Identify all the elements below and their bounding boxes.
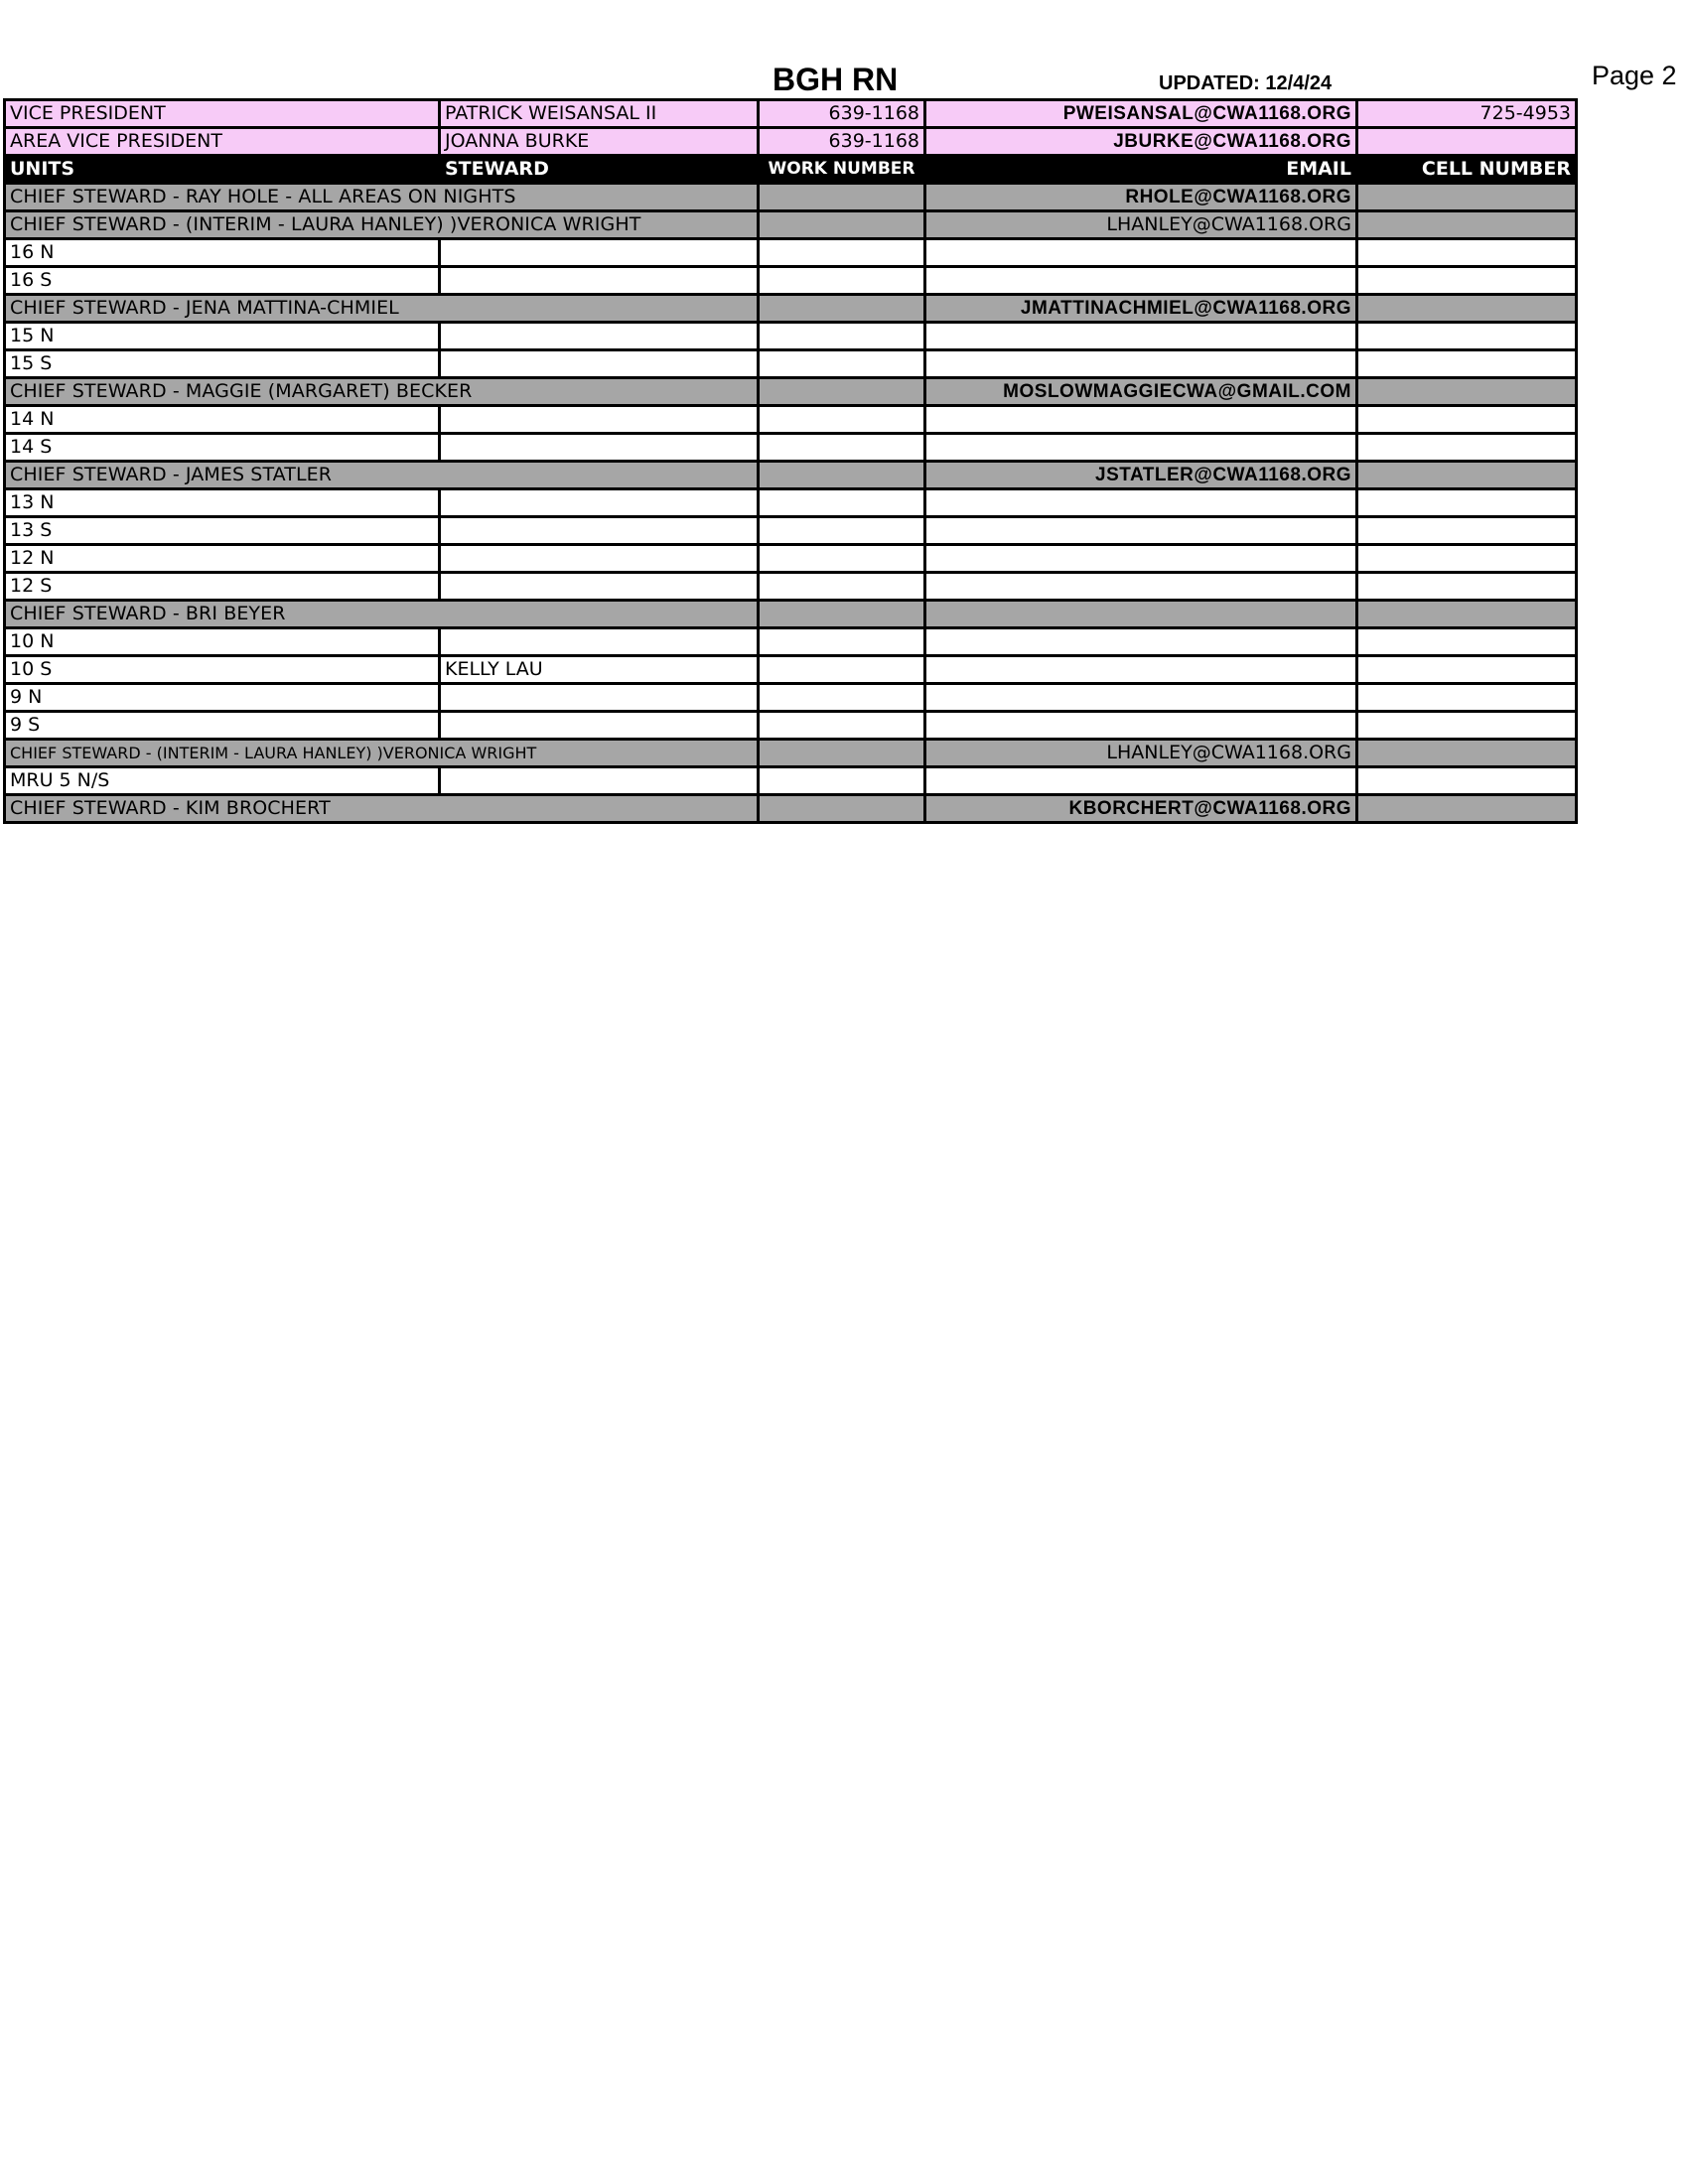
- chief-steward-row: [5, 211, 1577, 239]
- unit-row: [5, 656, 1577, 684]
- unit-work-number: [759, 434, 925, 462]
- chief-steward-label: CHIEF STEWARD - JENA MATTINA-CHMIEL: [5, 295, 759, 323]
- chief-email: LHANLEY@CWA1168.ORG: [925, 211, 1357, 239]
- column-header-email: EMAIL: [925, 156, 1357, 184]
- unit-label: 12 N: [5, 545, 440, 573]
- officer-email: PWEISANSAL@CWA1168.ORG: [925, 100, 1357, 128]
- chief-email: LHANLEY@CWA1168.ORG: [925, 740, 1357, 767]
- unit-cell-number: [1357, 323, 1577, 350]
- unit-steward: [440, 767, 759, 795]
- unit-email: [925, 489, 1357, 517]
- unit-row: [5, 350, 1577, 378]
- unit-cell-number: [1357, 517, 1577, 545]
- chief-steward-label: CHIEF STEWARD - (INTERIM - LAURA HANLEY) )VERONICA WRIGHT: [5, 211, 759, 239]
- chief-steward-row: [5, 462, 1577, 489]
- column-header-units: UNITS: [5, 156, 440, 184]
- unit-work-number: [759, 323, 925, 350]
- unit-steward: [440, 684, 759, 712]
- unit-steward: [440, 434, 759, 462]
- officer-cell-number: [1357, 128, 1577, 156]
- chief-work-number: [759, 601, 925, 628]
- unit-row: [5, 767, 1577, 795]
- chief-cell-number: [1357, 462, 1577, 489]
- unit-email: [925, 434, 1357, 462]
- unit-row: [5, 712, 1577, 740]
- unit-steward: [440, 406, 759, 434]
- unit-row: [5, 684, 1577, 712]
- unit-work-number: [759, 656, 925, 684]
- chief-email: JMATTINACHMIEL@CWA1168.ORG: [925, 295, 1357, 323]
- unit-label: 16 S: [5, 267, 440, 295]
- chief-email: MOSLOWMAGGIECWA@GMAIL.COM: [925, 378, 1357, 406]
- unit-cell-number: [1357, 434, 1577, 462]
- unit-cell-number: [1357, 656, 1577, 684]
- chief-steward-row: [5, 378, 1577, 406]
- column-header-cell-number: CELL NUMBER: [1357, 156, 1577, 184]
- unit-label: 9 S: [5, 712, 440, 740]
- unit-email: [925, 628, 1357, 656]
- unit-row: [5, 489, 1577, 517]
- chief-work-number: [759, 740, 925, 767]
- unit-email: [925, 517, 1357, 545]
- unit-row: [5, 517, 1577, 545]
- unit-row: [5, 628, 1577, 656]
- steward-roster-table: [3, 98, 1578, 824]
- chief-steward-label: CHIEF STEWARD - KIM BROCHERT: [5, 795, 759, 823]
- unit-work-number: [759, 712, 925, 740]
- unit-steward: [440, 489, 759, 517]
- chief-steward-row: [5, 601, 1577, 628]
- officer-title: VICE PRESIDENT: [5, 100, 440, 128]
- chief-cell-number: [1357, 795, 1577, 823]
- unit-label: 15 N: [5, 323, 440, 350]
- unit-work-number: [759, 767, 925, 795]
- officer-name: JOANNA BURKE: [440, 128, 759, 156]
- unit-cell-number: [1357, 406, 1577, 434]
- updated-date: UPDATED: 12/4/24: [1159, 72, 1333, 94]
- chief-cell-number: [1357, 211, 1577, 239]
- unit-label: 12 S: [5, 573, 440, 601]
- unit-row: [5, 434, 1577, 462]
- chief-work-number: [759, 184, 925, 211]
- unit-label: 10 N: [5, 628, 440, 656]
- unit-email: [925, 239, 1357, 267]
- page-number: Page 2: [1592, 61, 1677, 90]
- unit-label: 13 N: [5, 489, 440, 517]
- unit-email: [925, 323, 1357, 350]
- chief-steward-label: CHIEF STEWARD - (INTERIM - LAURA HANLEY) )VERONICA WRIGHT: [5, 740, 759, 767]
- officer-title: AREA VICE PRESIDENT: [5, 128, 440, 156]
- chief-work-number: [759, 462, 925, 489]
- chief-steward-row: [5, 184, 1577, 211]
- unit-steward: [440, 628, 759, 656]
- officer-cell-number: 725-4953: [1357, 100, 1577, 128]
- chief-work-number: [759, 378, 925, 406]
- unit-cell-number: [1357, 628, 1577, 656]
- unit-work-number: [759, 489, 925, 517]
- unit-work-number: [759, 267, 925, 295]
- unit-email: [925, 684, 1357, 712]
- unit-label: 14 N: [5, 406, 440, 434]
- chief-cell-number: [1357, 184, 1577, 211]
- chief-cell-number: [1357, 740, 1577, 767]
- officer-work-number: 639-1168: [759, 128, 925, 156]
- unit-cell-number: [1357, 767, 1577, 795]
- unit-row: [5, 545, 1577, 573]
- unit-steward: [440, 323, 759, 350]
- column-header-steward: STEWARD: [440, 156, 759, 184]
- unit-work-number: [759, 406, 925, 434]
- unit-steward: [440, 239, 759, 267]
- chief-email: JSTATLER@CWA1168.ORG: [925, 462, 1357, 489]
- officer-row: [5, 128, 1577, 156]
- column-header-work-number: WORK NUMBER: [759, 156, 925, 184]
- unit-cell-number: [1357, 573, 1577, 601]
- chief-cell-number: [1357, 601, 1577, 628]
- chief-work-number: [759, 295, 925, 323]
- unit-work-number: [759, 545, 925, 573]
- unit-label: 14 S: [5, 434, 440, 462]
- unit-label: 13 S: [5, 517, 440, 545]
- chief-work-number: [759, 211, 925, 239]
- unit-row: [5, 323, 1577, 350]
- unit-email: [925, 712, 1357, 740]
- unit-work-number: [759, 517, 925, 545]
- chief-email: [925, 601, 1357, 628]
- chief-email: KBORCHERT@CWA1168.ORG: [925, 795, 1357, 823]
- unit-cell-number: [1357, 267, 1577, 295]
- unit-email: [925, 767, 1357, 795]
- officer-name: PATRICK WEISANSAL II: [440, 100, 759, 128]
- unit-cell-number: [1357, 239, 1577, 267]
- unit-row: [5, 573, 1577, 601]
- officer-email: JBURKE@CWA1168.ORG: [925, 128, 1357, 156]
- unit-steward: [440, 350, 759, 378]
- chief-email: RHOLE@CWA1168.ORG: [925, 184, 1357, 211]
- chief-steward-row: [5, 295, 1577, 323]
- unit-row: [5, 239, 1577, 267]
- unit-cell-number: [1357, 350, 1577, 378]
- unit-label: 15 S: [5, 350, 440, 378]
- chief-steward-label: CHIEF STEWARD - JAMES STATLER: [5, 462, 759, 489]
- unit-work-number: [759, 239, 925, 267]
- unit-steward: KELLY LAU: [440, 656, 759, 684]
- column-header-row: [5, 156, 1577, 184]
- unit-steward: [440, 267, 759, 295]
- officer-row: [5, 100, 1577, 128]
- unit-label: 10 S: [5, 656, 440, 684]
- chief-cell-number: [1357, 295, 1577, 323]
- unit-steward: [440, 573, 759, 601]
- unit-cell-number: [1357, 489, 1577, 517]
- unit-cell-number: [1357, 712, 1577, 740]
- unit-row: [5, 267, 1577, 295]
- unit-steward: [440, 517, 759, 545]
- unit-label: 16 N: [5, 239, 440, 267]
- unit-email: [925, 267, 1357, 295]
- unit-row: [5, 406, 1577, 434]
- officer-work-number: 639-1168: [759, 100, 925, 128]
- chief-steward-label: CHIEF STEWARD - BRI BEYER: [5, 601, 759, 628]
- unit-steward: [440, 712, 759, 740]
- chief-steward-label: CHIEF STEWARD - MAGGIE (MARGARET) BECKER: [5, 378, 759, 406]
- chief-steward-row: [5, 795, 1577, 823]
- unit-steward: [440, 545, 759, 573]
- page-title: BGH RN: [773, 62, 899, 97]
- unit-email: [925, 656, 1357, 684]
- unit-email: [925, 406, 1357, 434]
- unit-label: 9 N: [5, 684, 440, 712]
- unit-email: [925, 545, 1357, 573]
- chief-work-number: [759, 795, 925, 823]
- unit-email: [925, 573, 1357, 601]
- unit-email: [925, 350, 1357, 378]
- unit-cell-number: [1357, 545, 1577, 573]
- unit-label: MRU 5 N/S: [5, 767, 440, 795]
- unit-work-number: [759, 350, 925, 378]
- unit-work-number: [759, 628, 925, 656]
- unit-work-number: [759, 684, 925, 712]
- chief-steward-row: [5, 740, 1577, 767]
- chief-cell-number: [1357, 378, 1577, 406]
- unit-work-number: [759, 573, 925, 601]
- unit-cell-number: [1357, 684, 1577, 712]
- chief-steward-label: CHIEF STEWARD - RAY HOLE - ALL AREAS ON NIGHTS: [5, 184, 759, 211]
